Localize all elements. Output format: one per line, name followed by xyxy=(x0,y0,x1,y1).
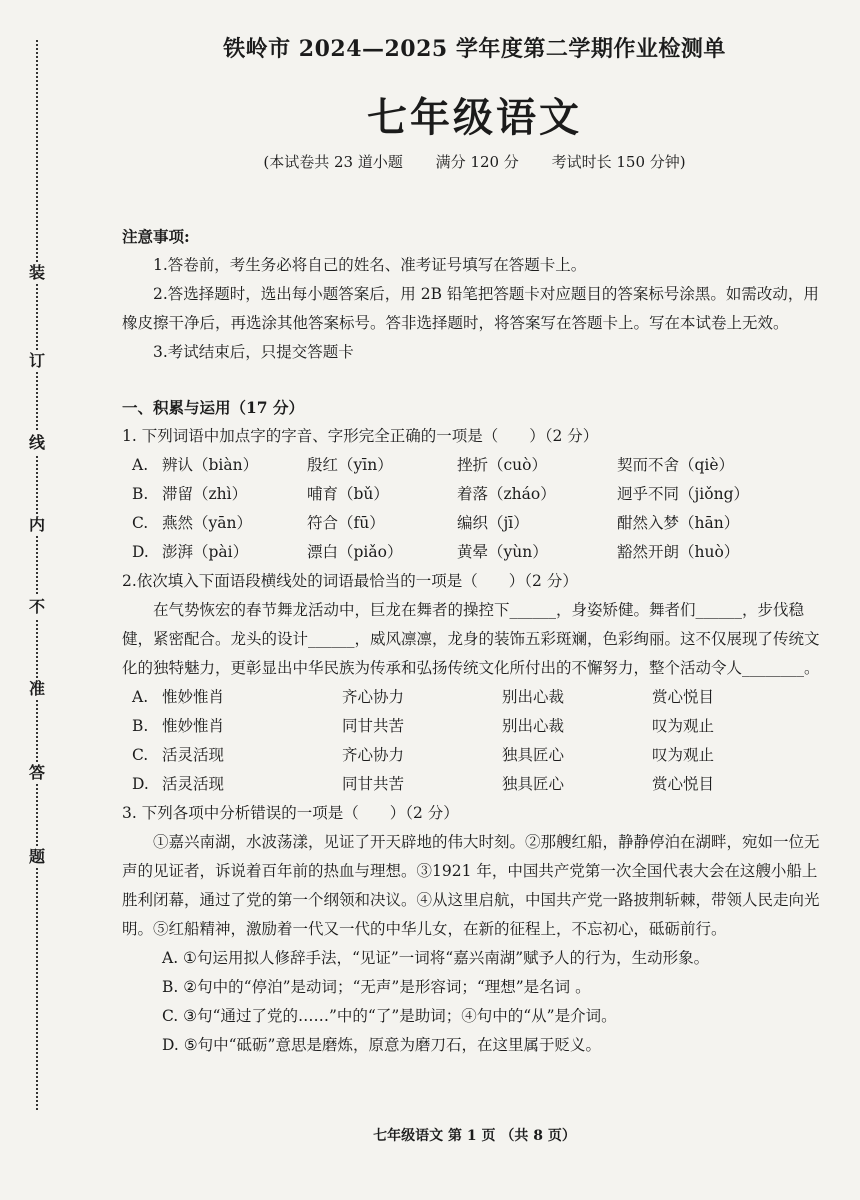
exam-info xyxy=(122,151,827,172)
option-item: 齐心协力 xyxy=(342,746,405,764)
binding-char: 题 xyxy=(24,846,50,868)
q2-option-rows xyxy=(122,683,827,799)
option-label: B. xyxy=(132,485,149,503)
binding-dotted-line xyxy=(36,40,38,1110)
option-item: 叹为观止 xyxy=(652,717,715,735)
q3-option: B. ②句中的“停泊”是动词；“无声”是形容词；“理想”是名词 。 xyxy=(162,978,591,996)
exam-info-time: 考试时长 150 分钟) xyxy=(551,153,686,171)
notice-title: 注意事项: xyxy=(122,227,190,246)
q2-option-row xyxy=(122,683,827,712)
q2-stem: 2.依次填入下面语段横线处的词语最恰当的一项是（ ）（2 分） xyxy=(122,572,578,590)
binding-char: 订 xyxy=(24,350,50,372)
q2-passage: 在气势恢宏的春节舞龙活动中，巨龙在舞者的操控下______，身姿矫健。舞者们______，步伐稳健，紧密配合。龙头的设计______，威风凛凛，龙身的装饰五彩斑斓，色彩绚丽。这不仅展现了传统文化的独特魅力，更彰显出中华民族为传承和弘扬传统文化所付出的不懈努力，整个活动令人________。 xyxy=(122,601,820,677)
option-item: 活灵活现 xyxy=(162,775,225,793)
option-item: 活灵活现 xyxy=(162,746,225,764)
option-item: 黄晕（yùn） xyxy=(457,543,548,561)
option-item: 辨认（biàn） xyxy=(162,456,259,474)
exam-info-count: (本试卷共 23 道小题 xyxy=(263,153,403,171)
q3-passage: ①嘉兴南湖，水波荡漾，见证了开天辟地的伟大时刻。②那艘红船，静静停泊在湖畔，宛如一位无声的见证者，诉说着百年前的热血与理想。③1921 年，中国共产党第一次全国代表大会在这艘小船上胜利闭幕，通过了党的第一个纲领和决议。④从这里启航，中国共产党一路披荆斩棘，带领人民走向光明。⑤红船精神，激励着一代又一代的中华儿女，在新的征程上，不忘初心，砥砺前行。 xyxy=(122,833,820,938)
option-label: D. xyxy=(132,775,149,793)
binding-char: 装 xyxy=(24,262,50,284)
q3-option: C. ③句“通过了党的……”中的“了”是助词；④句中的“从”是介词。 xyxy=(162,1007,617,1025)
option-label: C. xyxy=(132,746,149,764)
binding-char: 答 xyxy=(24,762,50,784)
subject-title: 七年级语文 xyxy=(367,94,582,141)
option-item: 燕然（yān） xyxy=(162,514,252,532)
option-item: 着落（zháo） xyxy=(457,485,556,503)
option-item: 迥乎不同（jiǒng） xyxy=(617,485,750,503)
option-item: 同甘共苦 xyxy=(342,775,405,793)
exam-info-score: 满分 120 分 xyxy=(435,153,519,171)
section-heading: 一、积累与运用（17 分） xyxy=(122,398,304,417)
notice-item: 3.考试结束后，只提交答题卡 xyxy=(153,343,354,361)
q1-option-row xyxy=(122,538,827,567)
option-item: 挫折（cuò） xyxy=(457,456,547,474)
q1-option-row xyxy=(122,451,827,480)
option-item: 赏心悦目 xyxy=(652,775,715,793)
option-item: 赏心悦目 xyxy=(652,688,715,706)
notice-item: 2.答选择题时，选出每小题答案后，用 2B 铅笔把答题卡对应题目的答案标号涂黑。如需改动，用橡皮擦干净后，再选涂其他答案标号。答非选择题时，将答案写在答题卡上。写在本试卷上无效。 xyxy=(122,285,819,332)
option-item: 惟妙惟肖 xyxy=(162,717,225,735)
option-item: 殷红（yīn） xyxy=(307,456,393,474)
q3-stem: 3. 下列各项中分析错误的一项是（ ）（2 分） xyxy=(122,804,459,822)
page-footer: 七年级语文 第 1 页 （共 8 页） xyxy=(373,1128,576,1144)
q3-option: A. ①句运用拟人修辞手法，“见证”一词将“嘉兴南湖”赋予人的行为，生动形象。 xyxy=(162,949,710,967)
q2-option-row xyxy=(122,741,827,770)
option-item: 别出心裁 xyxy=(502,688,565,706)
option-item: 独具匠心 xyxy=(502,746,565,764)
q1-stem: 1. 下列词语中加点字的字音、字形完全正确的一项是（ ）（2 分） xyxy=(122,427,599,445)
binding-char: 内 xyxy=(24,514,50,536)
option-label: B. xyxy=(132,717,149,735)
binding-margin xyxy=(22,40,52,1110)
option-item: 契而不舍（qiè） xyxy=(617,456,735,474)
option-item: 漂白（piǎo） xyxy=(307,543,403,561)
option-item: 同甘共苦 xyxy=(342,717,405,735)
option-item: 齐心协力 xyxy=(342,688,405,706)
option-item: 澎湃（pài） xyxy=(162,543,249,561)
q1-option-row xyxy=(122,480,827,509)
option-item: 酣然入梦（hān） xyxy=(617,514,740,532)
q1-option-row xyxy=(122,509,827,538)
option-label: A. xyxy=(132,456,149,474)
option-item: 独具匠心 xyxy=(502,775,565,793)
binding-char: 不 xyxy=(24,596,50,618)
option-item: 符合（fū） xyxy=(307,514,385,532)
exam-body xyxy=(122,222,827,1060)
binding-char: 准 xyxy=(24,678,50,700)
option-item: 别出心裁 xyxy=(502,717,565,735)
option-item: 编织（jī） xyxy=(457,514,529,532)
option-label: A. xyxy=(132,688,149,706)
option-label: C. xyxy=(132,514,149,532)
option-item: 叹为观止 xyxy=(652,746,715,764)
option-item: 惟妙惟肖 xyxy=(162,688,225,706)
q3-option: D. ⑤句中“砥砺”意思是磨炼，原意为磨刀石，在这里属于贬义。 xyxy=(162,1036,601,1054)
q1-option-rows xyxy=(122,451,827,567)
option-label: D. xyxy=(132,543,149,561)
q2-option-row xyxy=(122,770,827,799)
option-item: 豁然开朗（huò） xyxy=(617,543,740,561)
option-item: 滞留（zhì） xyxy=(162,485,248,503)
q2-option-row xyxy=(122,712,827,741)
exam-title: 铁岭市 2024—2025 学年度第二学期作业检测单 xyxy=(223,36,726,62)
binding-char: 线 xyxy=(24,432,50,454)
notice-item: 1.答卷前，考生务必将自己的姓名、准考证号填写在答题卡上。 xyxy=(153,256,587,274)
option-item: 哺育（bǔ） xyxy=(307,485,389,503)
